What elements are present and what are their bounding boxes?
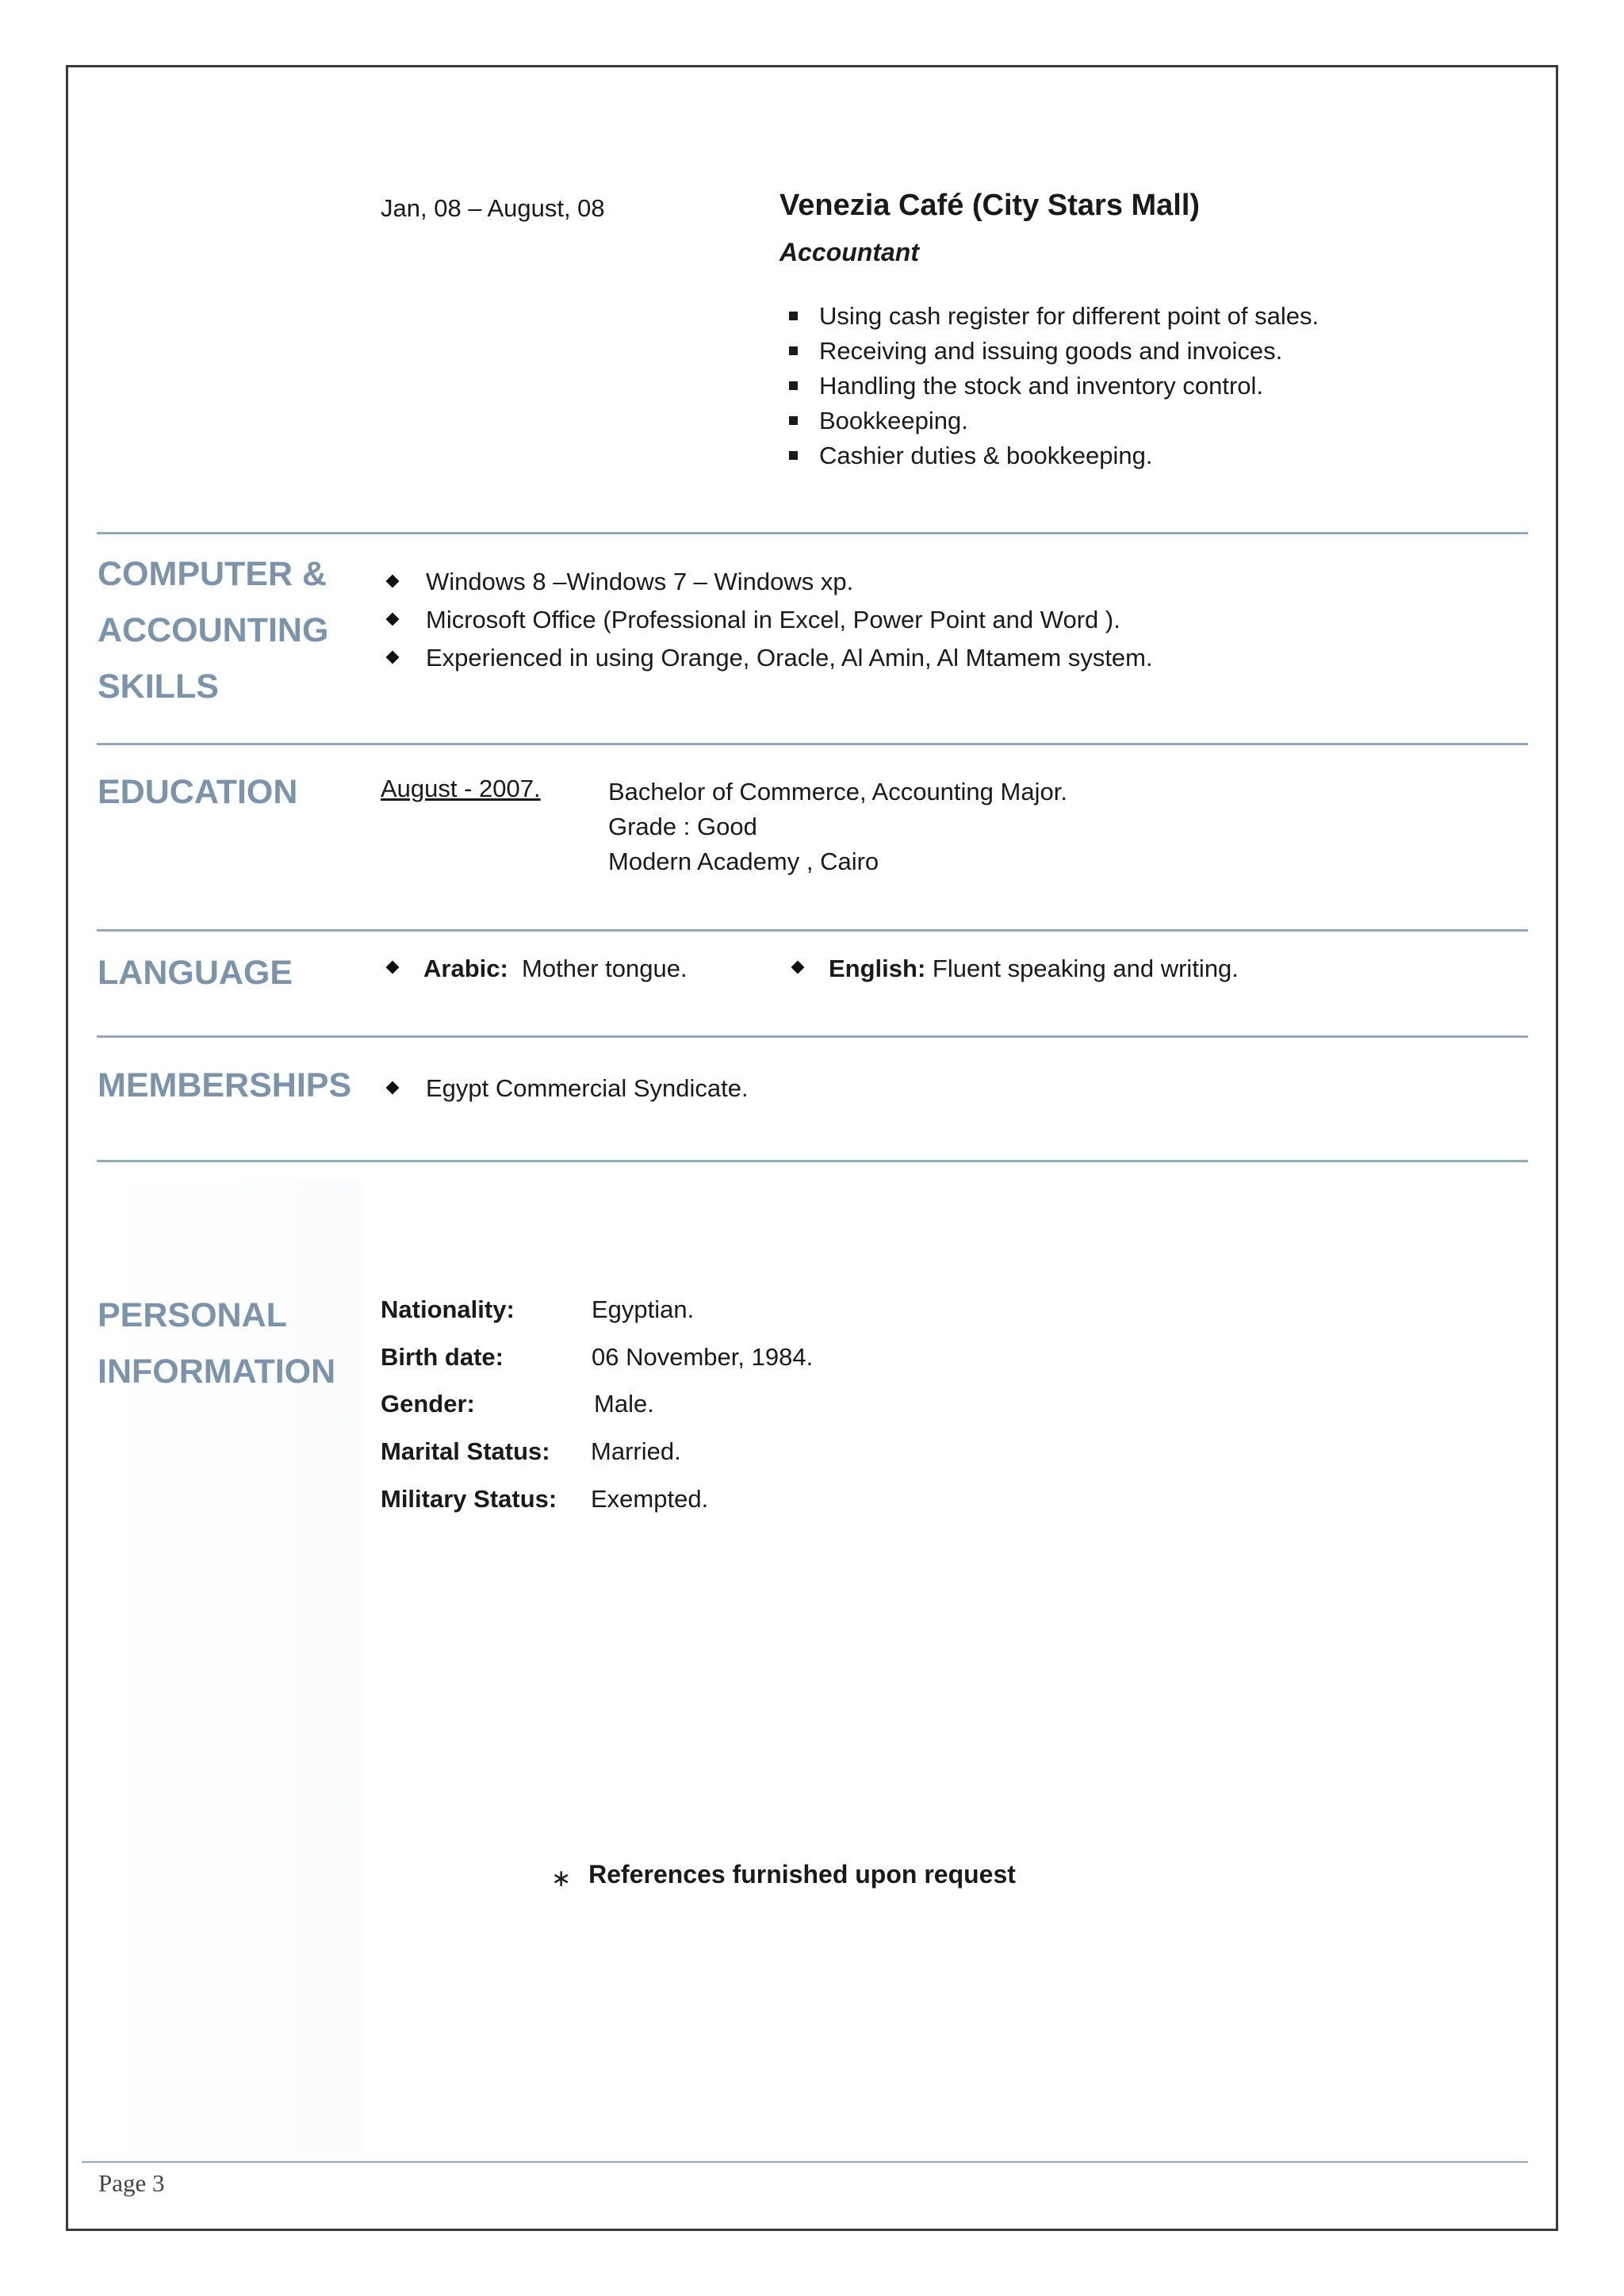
language-item-english: English: Fluent speaking and writing. [793,955,1239,983]
section-divider [97,1160,1528,1162]
list-item: Receiving and issuing goods and invoices. [785,334,1319,369]
asterisk-icon: ∗ [551,1866,572,1892]
language-item-arabic: Arabic: Mother tongue. [388,955,688,983]
square-bullet-icon [789,451,798,460]
personal-heading: PERSONAL INFORMATION [98,1296,336,1391]
section-divider [97,532,1528,534]
job-title: Accountant [779,238,919,266]
footer-divider [82,2161,1528,2163]
diamond-bullet-icon [386,613,400,626]
page-number: Page 3 [98,2169,165,2197]
memberships-heading: MEMBERSHIPS [98,1066,352,1104]
education-heading: EDUCATION [98,773,298,811]
diamond-bullet-icon [386,575,400,588]
job-company: Venezia Café (City Stars Mall) [779,189,1201,222]
job-duties-list [785,299,1319,473]
list-item: Cashier duties & bookkeeping. [785,438,1319,473]
references-note: ∗ References furnished upon request [551,1860,1016,1892]
list-item: Handling the stock and inventory control. [785,369,1319,404]
list-item: Windows 8 –Windows 7 – Windows xp. [385,563,1153,601]
diamond-bullet-icon [386,1081,400,1095]
job-dates: Jan, 08 – August, 08 [381,194,605,222]
section-divider [97,743,1528,745]
list-item: Bookkeeping. [785,404,1319,438]
square-bullet-icon [789,416,798,425]
diamond-bullet-icon [791,960,805,974]
skills-heading: COMPUTER & ACCOUNTING SKILLS [98,555,329,706]
square-bullet-icon [789,346,798,355]
language-heading: LANGUAGE [98,954,293,992]
education-details: Bachelor of Commerce, Accounting Major. Grade : Good Modern Academy , Cairo [608,778,1067,875]
list-item: Experienced in using Orange, Oracle, Al Amin, Al Mtamem system. [385,639,1153,677]
list-item: Microsoft Office (Professional in Excel, Power Point and Word ). [385,601,1153,639]
section-divider [97,1035,1528,1038]
list-item: Using cash register for different point of sales. [785,299,1319,334]
section-divider [97,929,1528,932]
diamond-bullet-icon [386,651,400,664]
list-item: Egypt Commercial Syndicate. [385,1070,749,1108]
memberships-list [385,1070,749,1108]
diamond-bullet-icon [386,960,400,974]
education-date: August - 2007. [381,775,541,802]
skills-list [385,563,1153,677]
square-bullet-icon [789,381,798,390]
square-bullet-icon [789,312,798,320]
